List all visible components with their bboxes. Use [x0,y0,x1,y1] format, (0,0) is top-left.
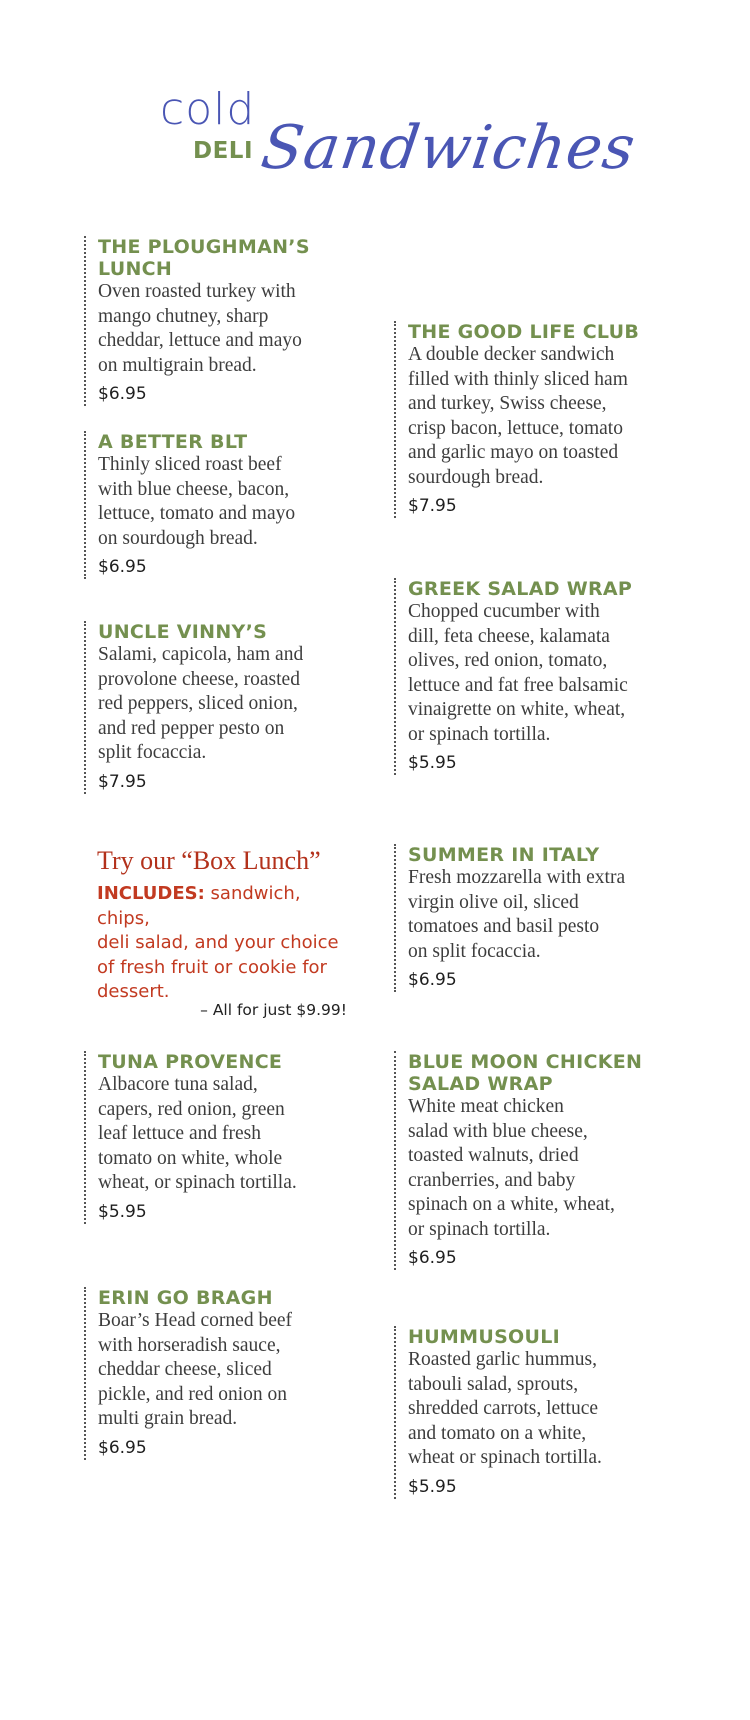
desc-line: on split focaccia. [408,940,541,962]
desc-line: with horseradish sauce, [98,1334,281,1356]
desc-line: with blue cheese, bacon, [98,478,290,500]
desc-line: or spinach tortilla. [408,1218,551,1240]
item-description [98,1073,368,1196]
promo-line: of fresh fruit or cookie for [97,956,327,978]
desc-line: leaf lettuce and fresh [98,1123,261,1144]
desc-line: red peppers, sliced onion, [98,693,298,714]
item-price: $5.95 [98,1201,147,1222]
desc-line: toasted walnuts, dried [408,1145,579,1166]
menu-item-better-blt [84,431,368,579]
desc-line: filled with thinly sliced ham [408,368,628,390]
desc-line: split focaccia. [98,742,207,763]
desc-line: and red pepper pesto on [98,717,285,739]
desc-line: shredded carrots, lettuce [408,1398,599,1419]
desc-line: and garlic mayo on toasted [408,442,619,463]
item-description [98,453,368,551]
desc-line: Fresh mozzarella with extra [408,867,626,888]
menu-item-uncle-vinnys [84,621,368,794]
item-name: SUMMER IN ITALY [408,844,600,866]
desc-line: Oven roasted turkey with [98,281,296,302]
item-price: $6.95 [408,1248,457,1268]
desc-line: tomato on white, whole [98,1147,283,1169]
item-name: GREEK SALAD WRAP [408,578,633,600]
item-price: $6.95 [98,384,147,404]
item-name: ERIN GO BRAGH [98,1287,273,1309]
promo-line: dessert. [97,981,170,1002]
desc-line: wheat or spinach tortilla. [408,1447,602,1468]
desc-line: lettuce and fat free balsamic [408,674,628,696]
desc-line: cheddar, lettuce and mayo [98,330,302,351]
desc-line: virgin olive oil, sliced [408,891,579,913]
menu-item-tuna-provence [84,1051,368,1224]
item-description [408,866,668,964]
item-price: $6.95 [408,970,457,990]
desc-line: vinaigrette on white, wheat, [408,699,626,720]
item-description [408,1348,668,1471]
desc-line: cranberries, and baby [408,1169,576,1191]
desc-line: cheddar cheese, sliced [98,1359,272,1380]
desc-line: crisp bacon, lettuce, tomato [408,417,623,439]
item-name: HUMMUSOULI [408,1326,561,1348]
item-price: $6.95 [98,557,147,577]
promo-first-line: sandwich, chips, [97,883,301,929]
item-description [408,600,668,747]
desc-line: spinach on a white, wheat, [408,1194,615,1215]
item-name: TUNA PROVENCE [98,1051,283,1073]
item-description [98,643,368,766]
desc-line: provolone cheese, roasted [98,668,300,690]
menu-item-good-life-club [394,321,668,518]
item-price: $6.95 [98,1437,147,1458]
desc-line: Boar’s Head corned beef [98,1310,293,1331]
desc-line: on sourdough bread. [98,527,258,549]
menu-item-ploughmans-lunch [84,236,368,406]
desc-line: sourdough bread. [408,466,544,488]
desc-line: wheat, or spinach tortilla. [98,1172,297,1193]
desc-line: White meat chicken [408,1096,564,1117]
desc-line: or spinach tortilla. [408,723,551,745]
promo-title: Try our “Box Lunch” [97,846,321,875]
item-name: THE PLOUGHMAN’S LUNCH [98,236,310,280]
item-name [408,1051,668,1095]
item-price: $5.95 [408,1476,457,1497]
promo-body [97,882,347,1005]
desc-line: dill, feta cheese, kalamata [408,625,610,647]
desc-line: Albacore tuna salad, [98,1074,258,1095]
item-name-line: SALAD WRAP [408,1073,553,1095]
desc-line: pickle, and red onion on [98,1383,287,1405]
desc-line: Thinly sliced roast beef [98,454,282,475]
title-cold: cold [160,84,256,135]
item-name: THE GOOD LIFE CLUB [408,321,640,343]
item-description [408,343,668,490]
desc-line: A double decker sandwich [408,344,615,365]
item-price: $7.95 [98,771,147,792]
item-price: $7.95 [408,496,457,516]
desc-line: mango chutney, sharp [98,305,269,327]
menu-item-erin-go-bragh [84,1287,368,1460]
desc-line: salad with blue cheese, [408,1120,588,1142]
desc-line: Chopped cucumber with [408,601,600,622]
desc-line: and tomato on a white, [408,1422,587,1444]
menu-item-blue-moon-chicken [394,1051,668,1270]
promo-tagline: – All for just $9.99! [200,1000,347,1019]
desc-line: multi grain bread. [98,1408,238,1429]
desc-line: capers, red onion, green [98,1098,285,1120]
box-lunch-promo [97,846,347,1019]
promo-includes-label: INCLUDES: [97,883,205,904]
item-name: UNCLE VINNY’S [98,621,268,643]
item-description [98,280,368,378]
item-price: $5.95 [408,753,457,773]
desc-line: Roasted garlic hummus, [408,1349,598,1370]
item-name: A BETTER BLT [98,431,248,453]
desc-line: Salami, capicola, ham and [98,644,304,665]
promo-line [97,882,347,931]
desc-line: on multigrain bread. [98,354,257,376]
desc-line: tabouli salad, sprouts, [408,1373,579,1395]
title-deli: DELI [193,138,254,164]
item-name-line: BLUE MOON CHICKEN [408,1051,643,1073]
promo-line: deli salad, and your choice [97,932,339,953]
menu-item-hummusouli [394,1326,668,1499]
menu-item-summer-in-italy [394,844,668,992]
desc-line: tomatoes and basil pesto [408,916,600,937]
item-description [408,1095,668,1242]
menu-item-greek-salad-wrap [394,578,668,775]
desc-line: lettuce, tomato and mayo [98,503,296,524]
title-sandwiches: Sandwiches [257,113,640,183]
item-description [98,1309,368,1432]
desc-line: olives, red onion, tomato, [408,650,608,671]
desc-line: and turkey, Swiss cheese, [408,393,607,414]
